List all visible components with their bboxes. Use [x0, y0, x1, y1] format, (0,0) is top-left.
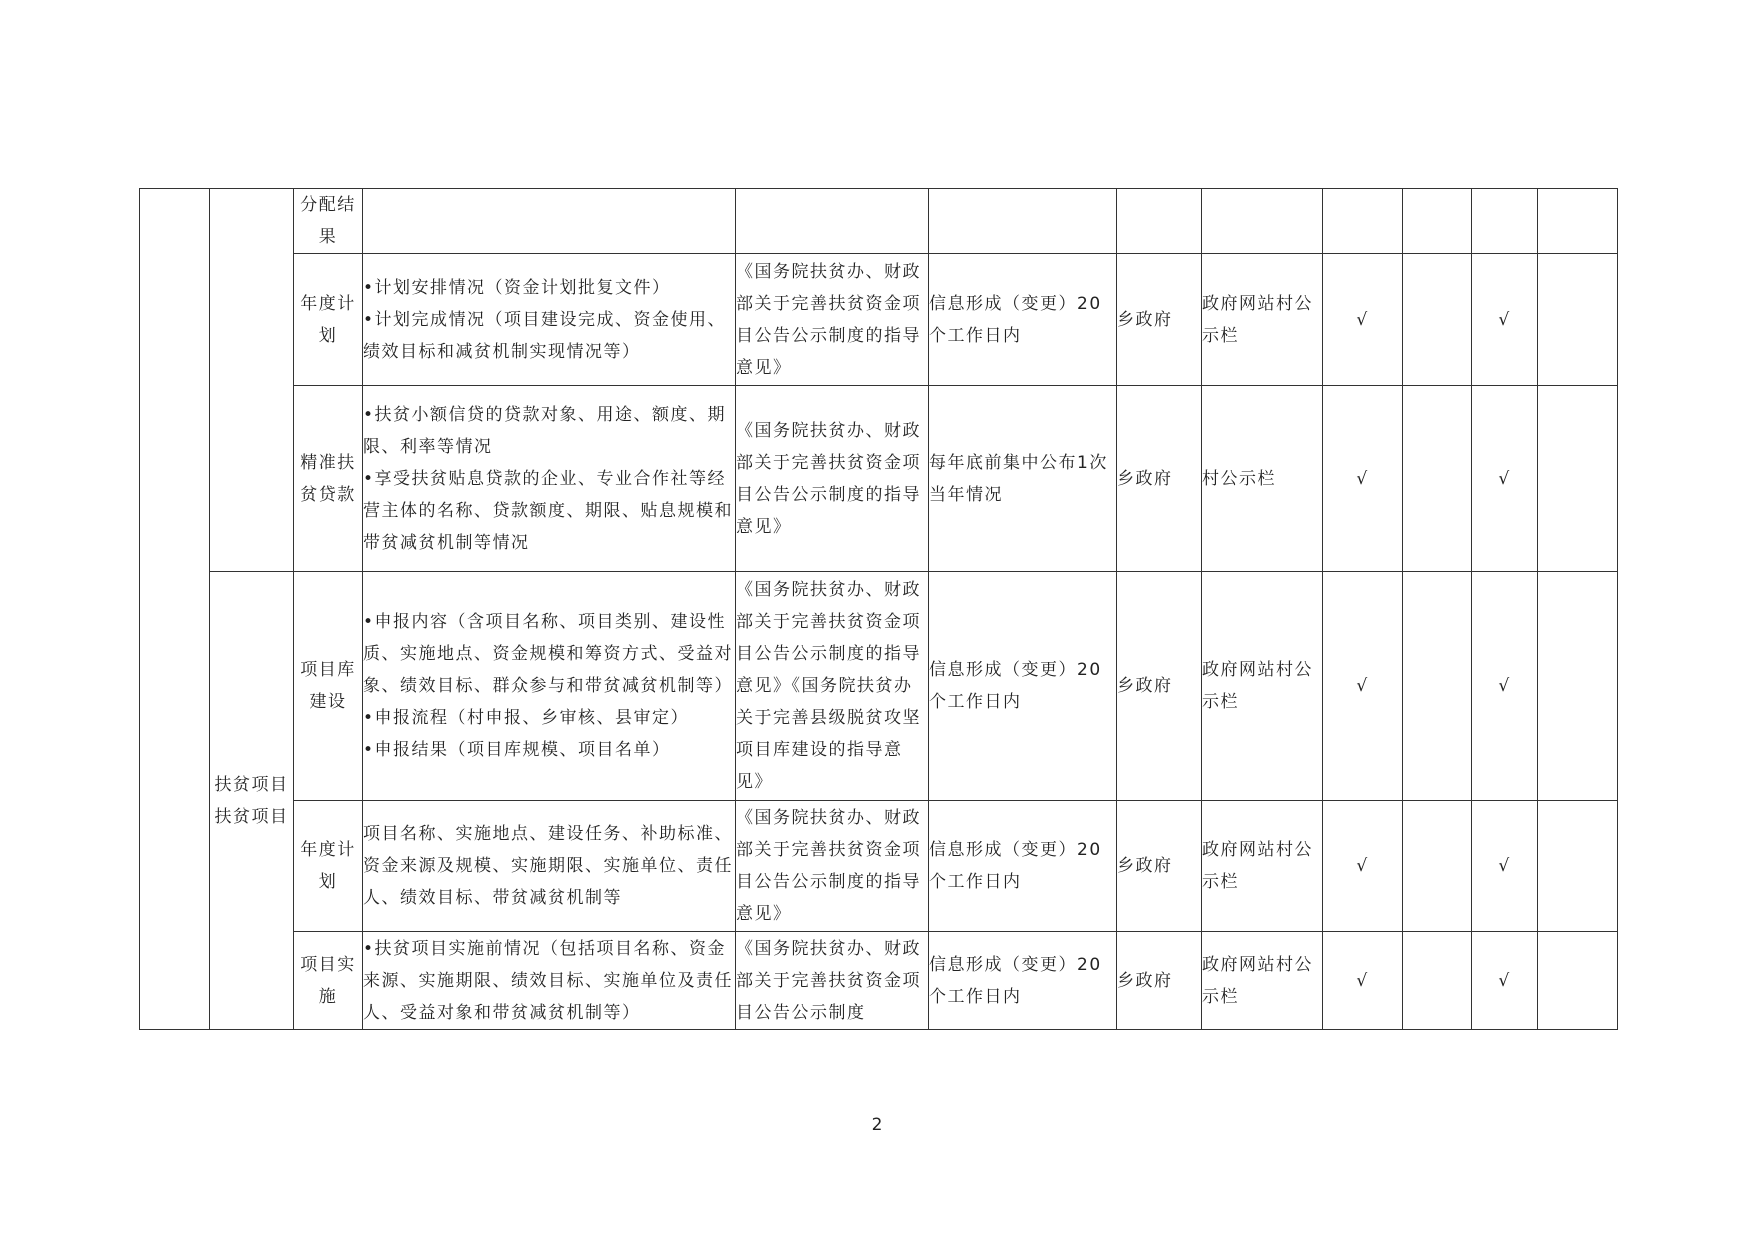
table-body	[140, 189, 1618, 1030]
table-row	[140, 189, 1618, 254]
sub-item-label: 年度计划	[300, 840, 356, 892]
channel-cell	[1202, 572, 1323, 801]
basis-text: 《国务院扶贫办、财政部关于完善扶贫资金项目公告公示制度的指导意见》《国务院扶贫办关于完善县级脱贫攻坚项目库建设的指导意见》	[736, 580, 921, 792]
time-text: 信息形成（变更）20个工作日内	[929, 293, 1102, 346]
basis-cell	[736, 572, 929, 801]
check-cell-b	[1472, 254, 1538, 386]
content-line: •申报结果（项目库规模、项目名单）	[363, 740, 671, 760]
time-text: 信息形成（变更）20个工作日内	[929, 954, 1102, 1007]
basis-text: 《国务院扶贫办、财政部关于完善扶贫资金项目公告公示制度的指导意见》	[736, 420, 921, 537]
content-cell	[363, 254, 736, 386]
check-mark: √	[1356, 468, 1369, 489]
time-text: 信息形成（变更）20个工作日内	[929, 840, 1102, 892]
channel-text: 政府网站村公示栏	[1202, 660, 1313, 712]
content-line: •申报内容（含项目名称、项目类别、建设性质、实施地点、资金规模和筹资方式、受益对象、绩效目标、群众参与和带贫减贫机制等）	[363, 612, 733, 696]
sub-item-label: 精准扶贫贷款	[300, 452, 356, 505]
empty-cell	[1403, 386, 1472, 572]
check-mark: √	[1356, 676, 1369, 696]
empty-cell	[1538, 572, 1618, 801]
empty-cell	[1538, 801, 1618, 932]
subject-text: 乡政府	[1117, 468, 1173, 489]
channel-cell	[1202, 386, 1323, 572]
table-row	[140, 386, 1618, 572]
subject-text: 乡政府	[1117, 856, 1173, 876]
sub-item-label: 项目实施	[300, 954, 356, 1007]
disclosure-table	[139, 188, 1618, 1030]
sub-item-label: 项目库建设	[300, 660, 356, 712]
second-level-cell	[210, 189, 294, 572]
check-mark: √	[1356, 856, 1369, 876]
check-mark: √	[1498, 970, 1511, 991]
group-label: 扶贫项目	[214, 774, 289, 795]
sub-item-label: 年度计划	[300, 293, 356, 346]
sub-item-cell	[294, 572, 363, 801]
check-cell-a	[1323, 254, 1403, 386]
content-line: 项目名称、实施地点、建设任务、补助标准、资金来源及规模、实施期限、实施单位、责任人、绩效目标、带贫减贫机制等	[363, 824, 733, 908]
table-row	[140, 572, 1618, 801]
empty-cell	[1538, 254, 1618, 386]
channel-cell	[1202, 932, 1323, 1030]
empty-cell	[1538, 932, 1618, 1030]
time-cell	[929, 189, 1117, 254]
basis-cell	[736, 801, 929, 932]
subject-text: 乡政府	[1117, 970, 1173, 991]
empty-cell	[1403, 189, 1472, 254]
empty-cell	[1538, 189, 1618, 254]
content-cell	[363, 189, 736, 254]
time-text: 信息形成（变更）20个工作日内	[929, 660, 1102, 712]
check-cell-a	[1323, 189, 1403, 254]
time-cell	[929, 932, 1117, 1030]
content-line: •申报流程（村申报、乡审核、县审定）	[363, 708, 690, 728]
check-cell-b	[1472, 801, 1538, 932]
check-cell-b	[1472, 932, 1538, 1030]
check-cell-b	[1472, 572, 1538, 801]
subject-text: 乡政府	[1117, 309, 1173, 330]
sub-item-cell	[294, 189, 363, 254]
time-cell	[929, 572, 1117, 801]
subject-cell	[1117, 386, 1202, 572]
subject-cell	[1117, 254, 1202, 386]
check-mark: √	[1356, 970, 1369, 991]
empty-cell	[1403, 932, 1472, 1030]
check-mark: √	[1498, 309, 1511, 330]
content-cell	[363, 572, 736, 801]
sub-item-cell	[294, 932, 363, 1030]
check-mark: √	[1498, 676, 1511, 696]
subject-cell	[1117, 572, 1202, 801]
content-line: •计划完成情况（项目建设完成、资金使用、绩效目标和减贫机制实现情况等）	[363, 309, 727, 362]
subject-cell	[1117, 801, 1202, 932]
table-row	[140, 932, 1618, 1030]
subject-cell	[1117, 932, 1202, 1030]
channel-text: 政府网站村公示栏	[1202, 840, 1313, 892]
sub-item-cell	[294, 386, 363, 572]
channel-cell	[1202, 189, 1323, 254]
empty-cell	[1403, 801, 1472, 932]
sub-item-label: 分配结果	[300, 195, 356, 247]
check-cell-b	[1472, 386, 1538, 572]
content-line: •计划安排情况（资金计划批复文件）	[363, 277, 671, 298]
time-cell	[929, 801, 1117, 932]
empty-cell	[1403, 254, 1472, 386]
channel-cell	[1202, 254, 1323, 386]
time-cell	[929, 254, 1117, 386]
subject-cell	[1117, 189, 1202, 254]
check-cell-a	[1323, 572, 1403, 801]
basis-cell	[736, 932, 929, 1030]
check-mark: √	[1498, 856, 1511, 876]
check-cell-a	[1323, 932, 1403, 1030]
check-mark: √	[1498, 468, 1511, 489]
content-cell	[363, 932, 736, 1030]
basis-text: 《国务院扶贫办、财政部关于完善扶贫资金项目公告公示制度的指导意见》	[736, 808, 921, 924]
group-label: 扶贫项目	[214, 806, 289, 827]
page-number: 2	[871, 1115, 883, 1135]
subject-text: 乡政府	[1117, 676, 1173, 696]
sub-item-cell	[294, 801, 363, 932]
basis-cell	[736, 254, 929, 386]
content-line: •扶贫小额信贷的贷款对象、用途、额度、期限、利率等情况	[363, 404, 727, 457]
content-line: •享受扶贫贴息贷款的企业、专业合作社等经营主体的名称、贷款额度、期限、贴息规模和带贫减贫机制等情况	[363, 468, 733, 553]
basis-cell	[736, 386, 929, 572]
basis-cell	[736, 189, 929, 254]
check-mark: √	[1356, 309, 1369, 330]
content-line: •扶贫项目实施前情况（包括项目名称、资金来源、实施期限、绩效目标、实施单位及责任人、受益对象和带贫减贫机制等）	[363, 938, 733, 1023]
channel-text: 政府网站村公示栏	[1202, 954, 1313, 1007]
content-cell	[363, 801, 736, 932]
first-level-cell	[140, 189, 210, 1030]
content-cell	[363, 386, 736, 572]
table-row	[140, 254, 1618, 386]
time-cell	[929, 386, 1117, 572]
empty-cell	[1538, 386, 1618, 572]
check-cell-a	[1323, 386, 1403, 572]
channel-text: 政府网站村公示栏	[1202, 293, 1313, 346]
time-text: 每年底前集中公布1次当年情况	[929, 452, 1108, 505]
basis-text: 《国务院扶贫办、财政部关于完善扶贫资金项目公告公示制度	[736, 938, 921, 1023]
empty-cell	[1403, 572, 1472, 801]
basis-text: 《国务院扶贫办、财政部关于完善扶贫资金项目公告公示制度的指导意见》	[736, 261, 921, 378]
sub-item-cell	[294, 254, 363, 386]
check-cell-b	[1472, 189, 1538, 254]
check-cell-a	[1323, 801, 1403, 932]
table-row	[140, 801, 1618, 932]
channel-cell	[1202, 801, 1323, 932]
channel-text: 村公示栏	[1202, 468, 1276, 489]
second-level-cell	[210, 572, 294, 1030]
